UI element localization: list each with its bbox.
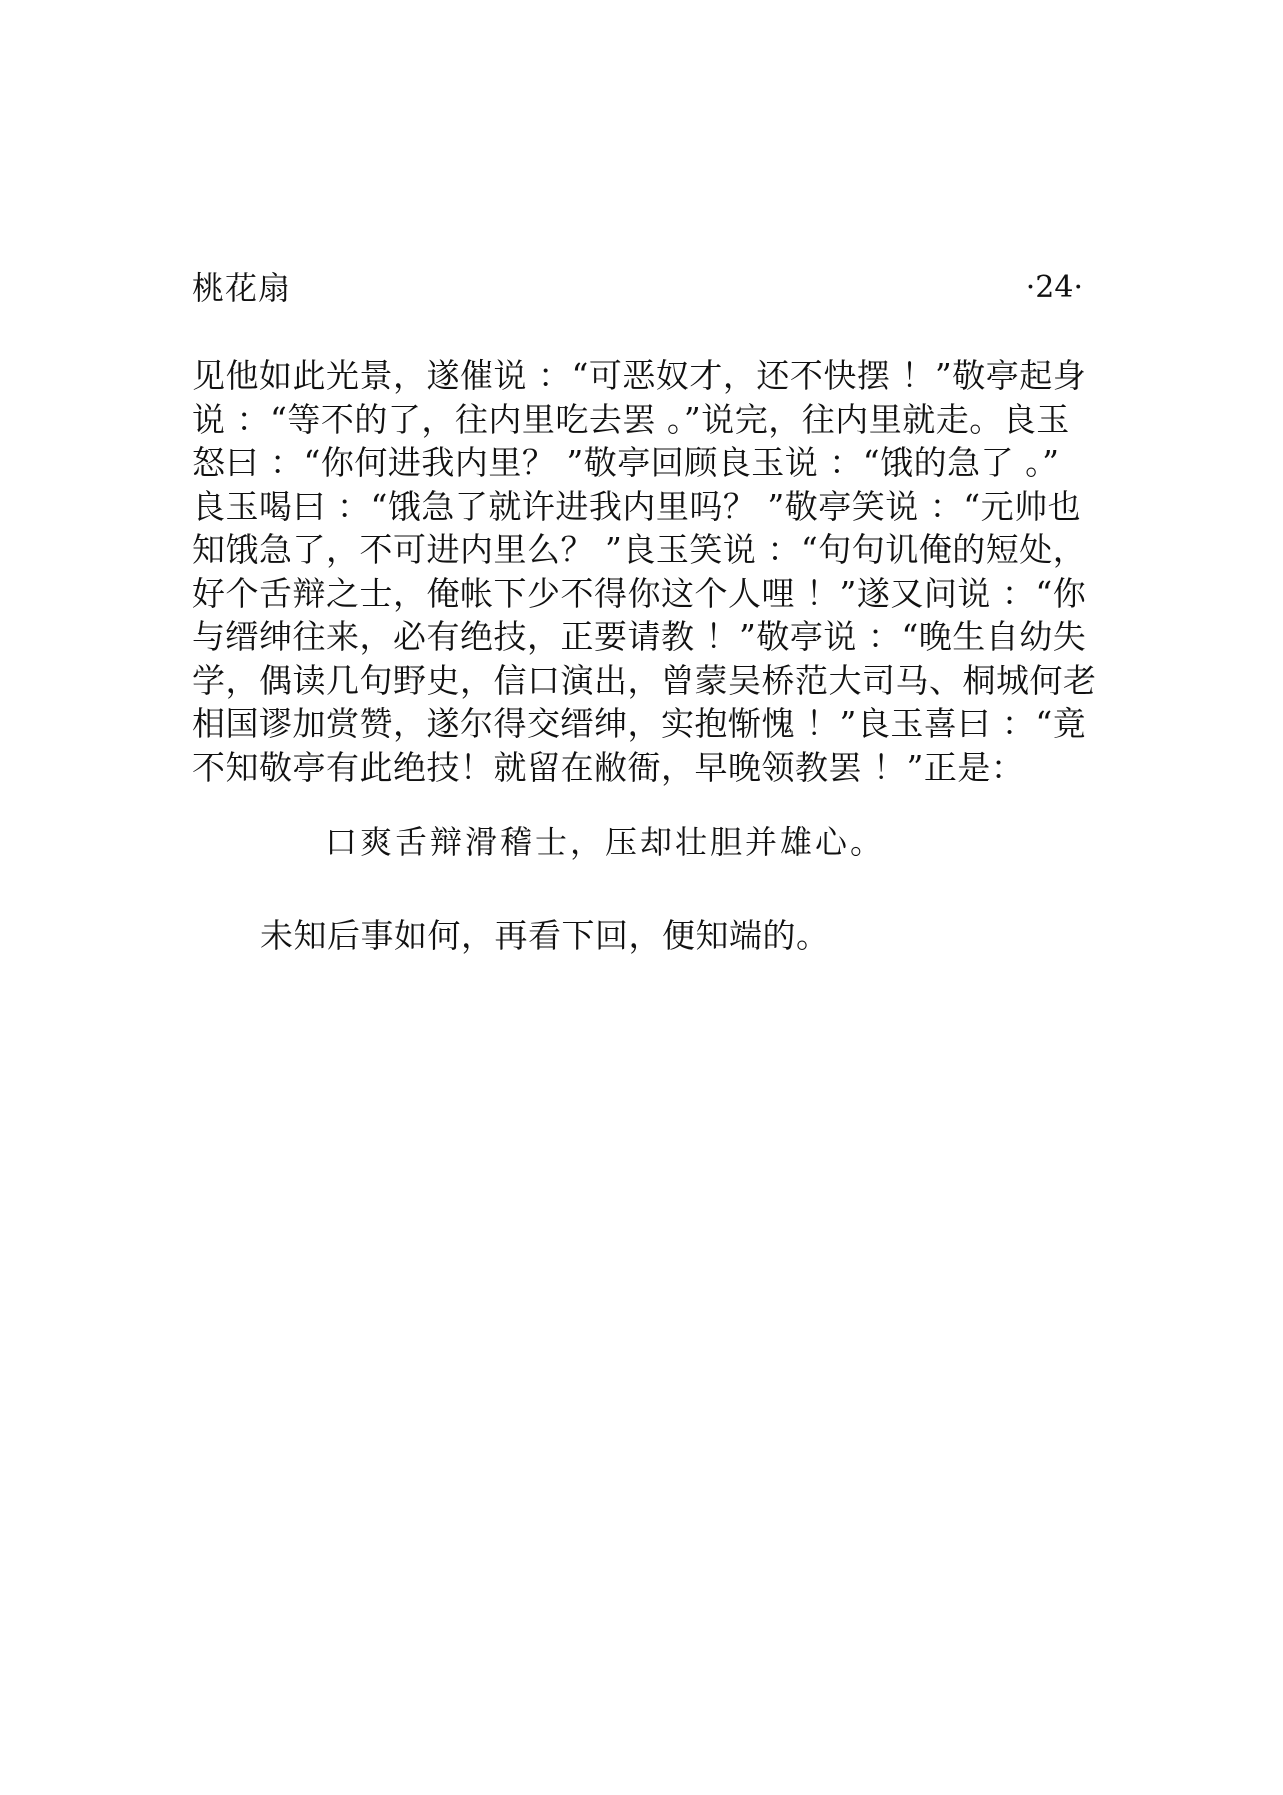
body-line: 好个舌辩之士，俺帐下少不得你这个人哩 ！”遂又问说 ：“你 bbox=[192, 573, 1087, 613]
body-line: 不知敬亭有此绝技！就留在敝衙，早晚领教罢 ！”正是： bbox=[192, 747, 1025, 787]
running-head-title: 桃花扇 bbox=[192, 269, 292, 307]
closing-line: 未知后事如何，再看下回，便知端的。 bbox=[260, 916, 830, 955]
body-line: 说 ：“等不的了，往内里吃去罢 。”说完，往内里就走。良玉 bbox=[192, 399, 1070, 439]
body-line: 见他如此光景，遂催说 ：“可恶奴才，还不快摆 ！”敬亭起身 bbox=[192, 356, 1087, 395]
body-line: 怒曰 ：“你何进我内里？ ”敬亭回顾良玉说 ：“饿的急了 。” bbox=[192, 443, 1060, 482]
body-line: 良玉喝曰 ：“饿急了就许进我内里吗？ ”敬亭笑说 ：“元帅也 bbox=[192, 486, 1082, 526]
body-line: 与缙绅往来，必有绝技，正要请教 ！”敬亭说 ：“晚生自幼失 bbox=[192, 617, 1087, 656]
body-line: 知饿急了，不可进内里么？ ”良玉笑说 ：“句句讥俺的短处， bbox=[192, 530, 1087, 569]
body-paragraph bbox=[192, 354, 1097, 789]
page-number: ·24· bbox=[1025, 270, 1083, 305]
body-line: 学，偶读几句野史，信口演出，曾蒙吴桥范大司马、桐城何老 bbox=[192, 660, 1097, 700]
body-line: 相国谬加赏赞，遂尔得交缙绅，实抱惭愧 ！”良玉喜曰 ：“竟 bbox=[192, 704, 1087, 743]
verse-couplet: 口爽舌辩滑稽士，压却壮胆并雄心。 bbox=[325, 823, 886, 861]
